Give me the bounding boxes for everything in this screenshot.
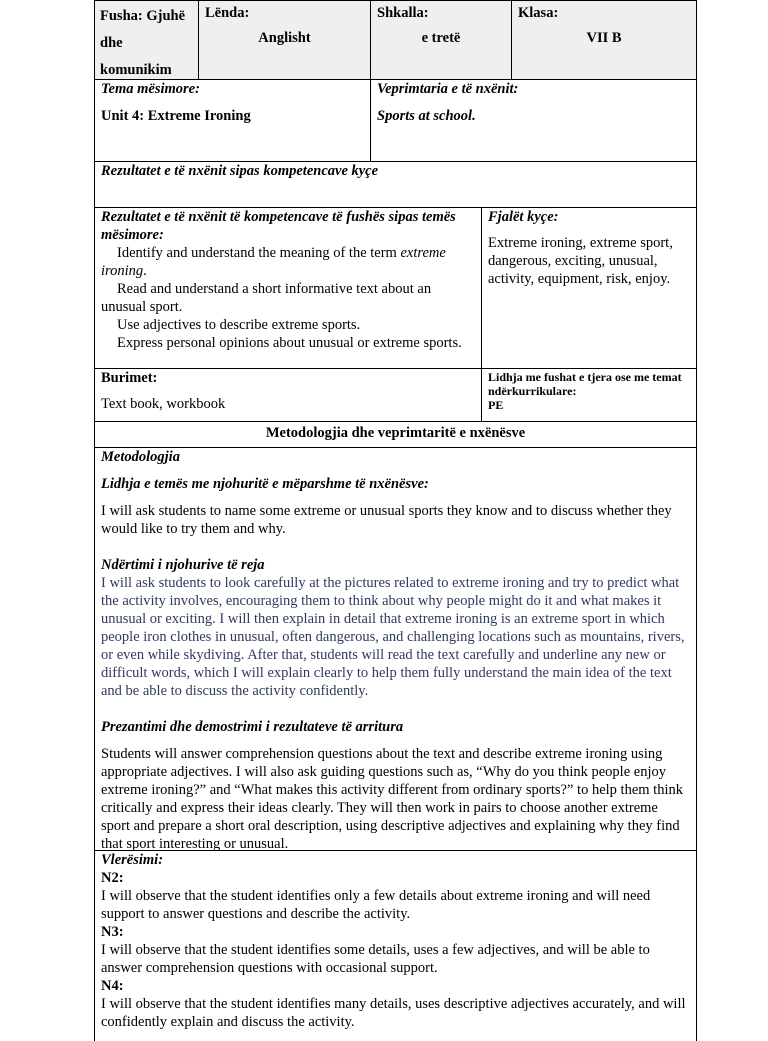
klasa-cell <box>511 1 696 79</box>
lesson-plan-table <box>94 0 697 1041</box>
shkalla-value: e tretë <box>421 30 461 46</box>
outcome-1: Identify and understand the meaning of the term extreme ironing. <box>101 245 446 279</box>
klasa-value: VII B <box>586 30 622 46</box>
lenda-label: Lënda: <box>205 5 250 21</box>
shkalla-cell <box>370 1 511 79</box>
outcome-2: Read and understand a short informative text about an unusual sport. <box>101 281 432 315</box>
burimet-cell <box>95 369 481 421</box>
metodologjia-title-row <box>94 422 697 448</box>
lidhja-text: I will ask students to name some extreme or unusual sports they know and to discuss whether they would like to try them and why. <box>101 503 672 537</box>
lidhja-label: Lidhja e temës me njohuritë e mëparshme të nxënësve: <box>101 476 429 492</box>
rezultatet-fushes-row <box>94 208 697 369</box>
outcome-4: Express personal opinions about unusual or extreme sports. <box>117 335 462 351</box>
n2-text: I will observe that the student identifies only a few details about extreme ironing and will need support to answer questions and describe the activity. <box>101 888 651 922</box>
prezantimi-label: Prezantimi dhe demostrimi i rezultateve të arritura <box>101 719 404 735</box>
n4-text: I will observe that the student identifies many details, uses descriptive adjectives accurately, and will confidently explain and discuss the activity. <box>101 996 686 1030</box>
vleresimi-label: Vlerësimi: <box>101 852 164 868</box>
lenda-cell <box>198 1 370 79</box>
fjalet-label: Fjalët kyçe: <box>488 209 559 225</box>
rezultatet-fushes-label: Rezultatet e të nxënit të kompetencave të fushës sipas temës mësimore: <box>101 209 456 243</box>
fjalet-value: Extreme ironing, extreme sport, dangerous, exciting, unusual, activity, equipment, risk, enjoy. <box>488 235 673 287</box>
n2-label: N2: <box>101 870 124 886</box>
outcome-3: Use adjectives to describe extreme sports. <box>117 317 361 333</box>
fusha-line3: komunikim <box>100 62 172 78</box>
metodologjia-label: Metodologjia <box>101 449 180 465</box>
tema-cell <box>95 80 370 161</box>
fusha-line2: dhe <box>100 35 123 51</box>
prezantimi-text: Students will answer comprehension questions about the text and describe extreme ironing using appropriate adjectives. I will also ask guiding questions such as, “Why do you think people enjoy extreme ironing?” and “What makes this activity different from ordinary sports?” to help them think critically and express their ideas clearly. They will then work in pairs to choose another extreme sport and prepare a short oral description, using descriptive adjectives and explaining why they find that sport interesting or unusual. <box>101 746 683 852</box>
rezultatet-kyce-label: Rezultatet e të nxënit sipas kompetencave kyçe <box>101 163 379 179</box>
lenda-value: Anglisht <box>258 30 311 46</box>
burimet-value: Text book, workbook <box>101 396 226 412</box>
rezultatet-kyce-row <box>94 162 697 208</box>
rezultatet-fushes-cell <box>95 208 481 368</box>
metodologjia-body <box>94 448 697 851</box>
ndertimi-text: I will ask students to look carefully at the pictures related to extreme ironing and try to predict what the activity involves, encouraging them to think about why people might do it and what makes it unusual or exciting. I will then explain in detail that extreme ironing is an extreme sport in which people iron clothes in unusual, often dangerous, and challenging locations such as mountains, rivers, or even while skydiving. After that, students will read the text carefully and underline any new or difficult words, which I will explain clearly to help them fully understand the main idea of the text and be able to discuss the activity confidently. <box>101 575 685 699</box>
vleresimi-section <box>94 851 697 1041</box>
lidhja-fushat-label: Lidhja me fushat e tjera ose me temat ndërkurrikulare: <box>488 370 682 398</box>
burimet-label: Burimet: <box>101 370 158 386</box>
fjalet-cell <box>481 208 696 368</box>
n4-label: N4: <box>101 978 124 994</box>
fusha-line1: Fusha: Gjuhë <box>100 8 186 24</box>
burimet-row <box>94 369 697 422</box>
n3-label: N3: <box>101 924 124 940</box>
ndertimi-label: Ndërtimi i njohurive të reja <box>101 557 265 573</box>
metodologjia-title: Metodologjia dhe veprimtaritë e nxënësve <box>265 425 526 441</box>
tema-value: Unit 4: Extreme Ironing <box>101 108 251 124</box>
header-row <box>94 0 697 80</box>
veprimtaria-value: Sports at school. <box>377 108 476 124</box>
veprimtaria-label: Veprimtaria e të nxënit: <box>377 81 519 97</box>
tema-label: Tema mësimore: <box>101 81 200 97</box>
shkalla-label: Shkalla: <box>377 5 429 21</box>
n3-text: I will observe that the student identifies some details, uses a few adjectives, and will be able to answer comprehension questions with occasional support. <box>101 942 650 976</box>
klasa-label: Klasa: <box>518 5 559 21</box>
lidhja-fushat-cell <box>481 369 696 421</box>
veprimtaria-cell <box>370 80 696 161</box>
fusha-cell <box>95 1 198 79</box>
lidhja-fushat-value: PE <box>488 398 504 412</box>
tema-row <box>94 80 697 162</box>
